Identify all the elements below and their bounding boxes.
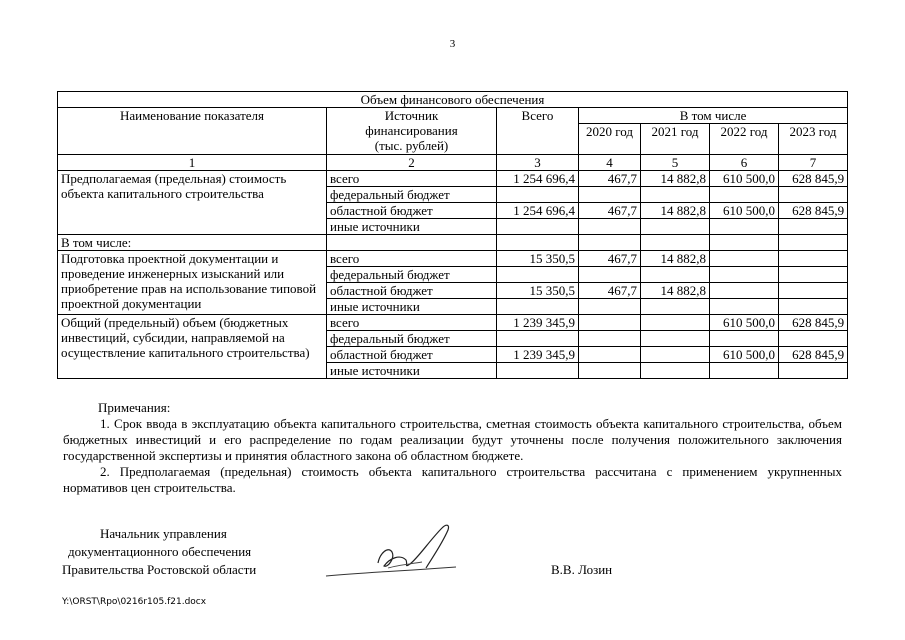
value-cell: 15 350,5 <box>497 251 579 267</box>
sub-header: В том числе: <box>58 235 327 251</box>
value-cell: 467,7 <box>579 171 641 187</box>
value-cell: 14 882,8 <box>641 203 710 219</box>
value-cell: 610 500,0 <box>710 315 779 331</box>
source-cell: иные источники <box>327 363 497 379</box>
value-cell: 610 500,0 <box>710 203 779 219</box>
value-cell <box>579 363 641 379</box>
table-caption: Объем финансового обеспечения <box>58 92 848 108</box>
header-year: 2023 год <box>779 124 848 155</box>
col-number: 6 <box>710 155 779 171</box>
notes-section <box>63 400 842 496</box>
value-cell: 15 350,5 <box>497 283 579 299</box>
col-number: 3 <box>497 155 579 171</box>
indicator-name: Подготовка проектной документации и проведение инженерных изысканий или приобретение прав на использование типовой проектной документации <box>58 251 327 315</box>
value-cell <box>710 219 779 235</box>
value-cell <box>779 331 848 347</box>
value-cell <box>710 267 779 283</box>
value-cell <box>641 299 710 315</box>
source-cell: федеральный бюджет <box>327 331 497 347</box>
notes-title: Примечания: <box>98 400 171 415</box>
value-cell <box>779 283 848 299</box>
value-cell <box>579 347 641 363</box>
value-cell <box>641 363 710 379</box>
value-cell <box>497 299 579 315</box>
note-item: 1. Срок ввода в эксплуатацию объекта капитального строительства, сметная стоимость объекта капитального строительства, объем бюджетных инвестиций и его распределение по годам реализации будут уточнены после получения положительного заключения государственной экспертизы и принятия областного закона об областном бюджете. <box>63 416 842 463</box>
value-cell <box>710 283 779 299</box>
value-cell: 1 254 696,4 <box>497 203 579 219</box>
source-cell: областной бюджет <box>327 203 497 219</box>
page-number: 3 <box>449 38 456 50</box>
value-cell <box>779 363 848 379</box>
value-cell: 628 845,9 <box>779 347 848 363</box>
value-cell <box>710 187 779 203</box>
value-cell <box>710 331 779 347</box>
header-indicator: Наименование показателя <box>58 108 327 155</box>
value-cell <box>497 219 579 235</box>
value-cell: 1 254 696,4 <box>497 171 579 187</box>
value-cell <box>579 219 641 235</box>
value-cell <box>579 187 641 203</box>
value-cell <box>579 331 641 347</box>
value-cell <box>497 267 579 283</box>
value-cell: 467,7 <box>579 251 641 267</box>
value-cell: 1 239 345,9 <box>497 315 579 331</box>
value-cell <box>641 187 710 203</box>
value-cell <box>710 251 779 267</box>
value-cell: 467,7 <box>579 283 641 299</box>
col-number: 5 <box>641 155 710 171</box>
header-year: 2021 год <box>641 124 710 155</box>
source-cell: иные источники <box>327 299 497 315</box>
header-source: Источник финансирования (тыс. рублей) <box>327 108 497 155</box>
value-cell <box>641 331 710 347</box>
value-cell: 1 239 345,9 <box>497 347 579 363</box>
signatory-title-line3: Правительства Ростовской области <box>62 562 257 577</box>
source-cell: всего <box>327 251 497 267</box>
value-cell: 610 500,0 <box>710 171 779 187</box>
value-cell: 14 882,8 <box>641 283 710 299</box>
value-cell <box>579 315 641 331</box>
value-cell: 14 882,8 <box>641 251 710 267</box>
signatory-name: В.В. Лозин <box>551 562 613 577</box>
source-cell: всего <box>327 171 497 187</box>
col-number: 7 <box>779 155 848 171</box>
value-cell <box>579 267 641 283</box>
value-cell <box>497 331 579 347</box>
file-path-footer: Y:\ORST\Rpo\0216r105.f21.docx <box>62 597 207 607</box>
source-cell: всего <box>327 315 497 331</box>
value-cell <box>641 315 710 331</box>
value-cell <box>710 299 779 315</box>
source-cell: областной бюджет <box>327 347 497 363</box>
value-cell <box>641 347 710 363</box>
value-cell: 628 845,9 <box>779 171 848 187</box>
note-item: 2. Предполагаемая (предельная) стоимость объекта капитального строительства рассчитана с применением укрупненных нормативов цен строительства. <box>63 464 842 495</box>
value-cell <box>641 219 710 235</box>
header-total: Всего <box>497 108 579 155</box>
value-cell <box>497 187 579 203</box>
source-cell: федеральный бюджет <box>327 267 497 283</box>
value-cell: 628 845,9 <box>779 203 848 219</box>
value-cell <box>779 251 848 267</box>
source-cell: федеральный бюджет <box>327 187 497 203</box>
indicator-name: Предполагаемая (предельная) стоимость объекта капитального строительства <box>58 171 327 235</box>
col-number: 2 <box>327 155 497 171</box>
signatory-title-line1: Начальник управления <box>100 526 227 541</box>
value-cell <box>497 363 579 379</box>
value-cell <box>710 363 779 379</box>
financing-table <box>57 91 848 379</box>
value-cell <box>779 219 848 235</box>
header-year: 2022 год <box>710 124 779 155</box>
source-cell: областной бюджет <box>327 283 497 299</box>
value-cell: 467,7 <box>579 203 641 219</box>
signatory-title-line2: документационного обеспечения <box>68 544 252 559</box>
handwritten-signature <box>318 518 478 588</box>
value-cell <box>779 267 848 283</box>
value-cell: 628 845,9 <box>779 315 848 331</box>
source-cell: иные источники <box>327 219 497 235</box>
indicator-name: Общий (предельный) объем (бюджетных инвестиций, субсидии, направляемой на осуществление капитального строительства) <box>58 315 327 379</box>
header-including: В том числе <box>579 108 848 124</box>
col-number: 1 <box>58 155 327 171</box>
value-cell: 14 882,8 <box>641 171 710 187</box>
value-cell <box>641 267 710 283</box>
value-cell <box>579 299 641 315</box>
value-cell <box>779 187 848 203</box>
value-cell <box>779 299 848 315</box>
value-cell: 610 500,0 <box>710 347 779 363</box>
col-number: 4 <box>579 155 641 171</box>
header-year: 2020 год <box>579 124 641 155</box>
